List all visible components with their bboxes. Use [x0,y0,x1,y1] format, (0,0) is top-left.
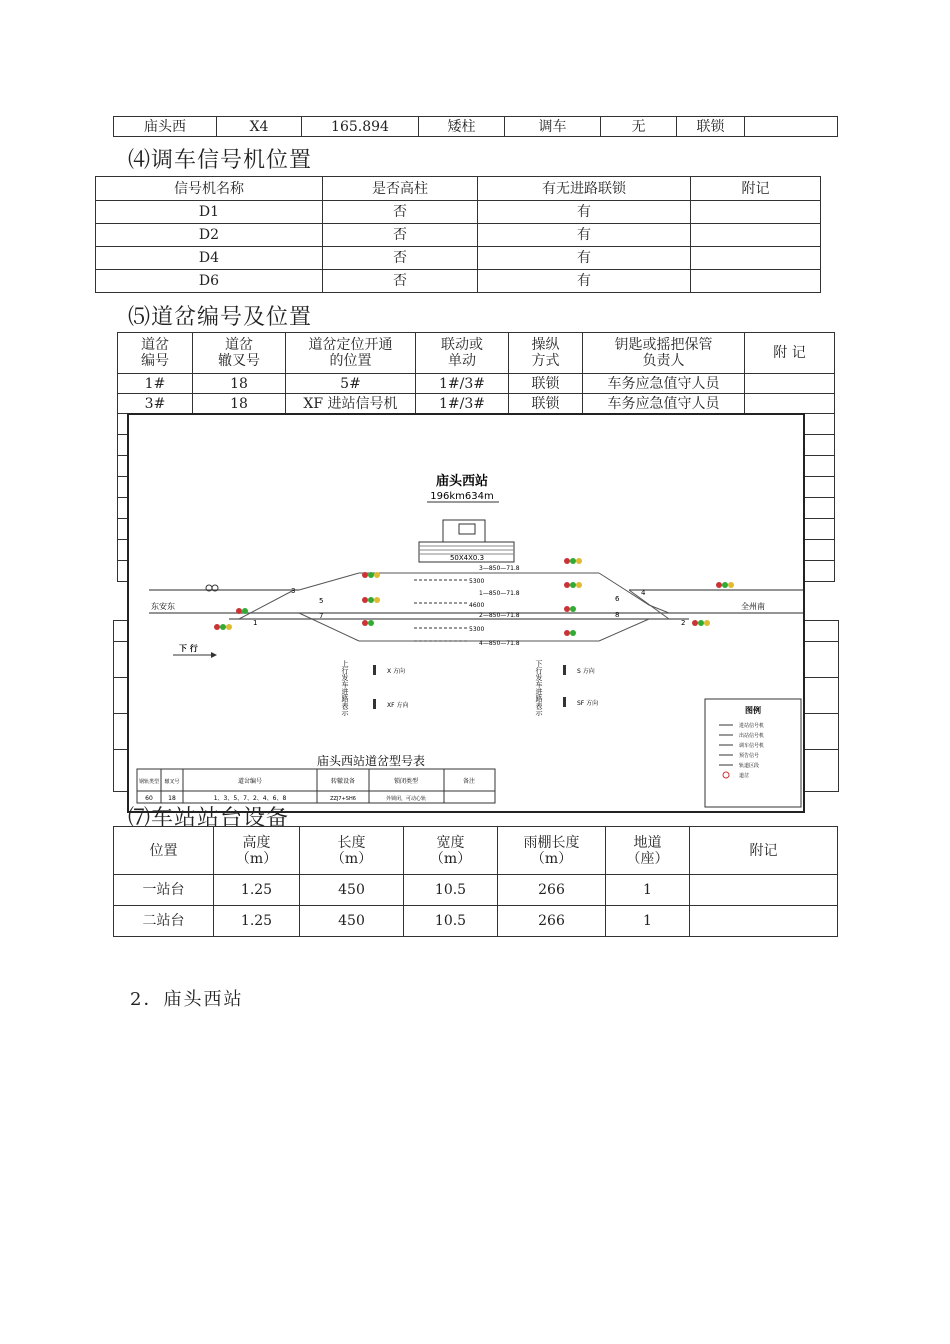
cell [745,374,835,394]
table-row [118,394,835,414]
header-cell: 长度 （m） [300,827,404,875]
cell: 266 [498,875,606,906]
type-header: 转辙设备 [330,778,356,785]
cell: 二站台 [114,906,214,937]
cell: 有 [478,270,691,293]
track-label-2: 2—850—71.8 [479,612,520,619]
switch-number: 6 [615,595,620,603]
cell: 车务应急值守人员 [583,374,745,394]
top-cell: 庙头西 [114,117,217,137]
cell [745,394,835,414]
header-cell: 是否高柱 [323,177,478,201]
cell: 有 [478,201,691,224]
header-cell: 位置 [114,827,214,875]
top-cell: 联锁 [677,117,745,137]
cell: 18 [193,374,286,394]
table-row [118,374,835,394]
cell [691,224,821,247]
top-cell: 调车 [505,117,601,137]
track-length: 4600 [469,602,485,609]
header-cell: 钥匙或摇把保管 负责人 [583,333,745,374]
type-cell: 1、3、5、7、2、4、6、8 [213,795,287,802]
header-cell: 有无进路联锁 [478,177,691,201]
header-cell: 信号机名称 [96,177,323,201]
type-table-title: 庙头西站道岔型号表 [317,754,426,768]
track-length: 5300 [469,578,485,585]
type-header: 锁闭类型 [393,778,419,785]
header-cell: 道岔 编号 [118,333,193,374]
type-cell: 60 [145,795,153,802]
type-header: 辙叉号 [164,779,180,785]
type-header: 道岔编号 [237,778,263,785]
direction-label: 下 行 [179,644,198,653]
signal-lamps [206,558,734,636]
header-cell: 雨棚长度 （m） [498,827,606,875]
header-cell: 宽度 （m） [404,827,498,875]
cell: 1.25 [214,875,300,906]
cell [691,201,821,224]
downline-label: 下行发车进路表示 [535,660,543,716]
legend-item: 出站信号机 [739,733,765,739]
cell [690,875,838,906]
cell [691,247,821,270]
header-cell: 联动或 单动 [416,333,509,374]
cell: 1 [606,875,690,906]
platform-table [113,826,838,937]
track-label-1: 1—850—71.8 [479,590,520,597]
shunting-signal-table [95,176,821,293]
top-row-table [113,116,838,137]
legend-item: 预告信号 [739,753,760,759]
section-4-title: ⑷调车信号机位置 [128,148,313,173]
top-cell: X4 [217,117,302,137]
switch-number: 8 [615,611,620,619]
top-cell: 165.894 [302,117,419,137]
table-row [96,201,821,224]
cell: 联锁 [509,374,583,394]
cell: 266 [498,906,606,937]
header-cell: 道岔 辙叉号 [193,333,286,374]
downline-item: S 方向 [577,668,595,675]
cell: 3# [118,394,193,414]
table-row [96,247,821,270]
top-cell: 无 [601,117,677,137]
cell: D1 [96,201,323,224]
legend-title: 图例 [745,706,761,715]
footer-item: 2．庙头西站 [130,989,244,1010]
switch-number: 5 [319,597,324,605]
upline-item: X 方向 [387,668,406,675]
legend-item: 轨道区段 [739,763,760,769]
switch-table [117,332,835,414]
cell: 10.5 [404,906,498,937]
cell: 一站台 [114,875,214,906]
header-cell: 道岔定位开通 的位置 [286,333,416,374]
station-diagram [127,413,805,813]
cell: 450 [300,906,404,937]
diagram-title: 庙头西站 [435,474,489,489]
station-diagram-svg [129,415,803,811]
switch-number: 1 [253,619,258,627]
section-7-title: ⑺车站站台设备 [128,806,290,831]
cell: 1 [606,906,690,937]
cell: D2 [96,224,323,247]
building-label: 50X4X0.3 [449,554,485,562]
cell [690,906,838,937]
header-cell: 附 记 [745,333,835,374]
header-cell: 操纵 方式 [509,333,583,374]
cell: 18 [193,394,286,414]
right-station: 全州南 [741,602,765,611]
table-row [96,270,821,293]
legend-item: 进站信号机 [739,723,765,729]
type-cell: 18 [168,795,176,802]
cell: 否 [323,201,478,224]
table-row [114,906,838,937]
legend-item: 道岔 [739,773,750,779]
type-header: 备注 [462,778,476,785]
table-row [96,224,821,247]
header-cell: 附记 [691,177,821,201]
cell: 否 [323,224,478,247]
type-cell: 外锁闭，可动心轨 [385,796,427,802]
top-cell: 矮柱 [419,117,505,137]
cell: D6 [96,270,323,293]
legend-item: 调车信号机 [739,743,765,749]
cell [691,270,821,293]
track-length: 5300 [469,626,485,633]
switch-number: 3 [291,587,296,595]
cell: 1#/3# [416,374,509,394]
upline-label: 上行发车进路表示 [341,660,349,716]
header-cell: 地道 （座） [606,827,690,875]
header-cell: 附记 [690,827,838,875]
downline-item: SF 方向 [577,700,599,707]
section-5-title: ⑸道岔编号及位置 [128,305,313,330]
upline-item: XF 方向 [387,702,409,709]
switch-number: 4 [641,589,646,597]
type-cell: ZZJ7+SH6 [330,796,356,802]
top-cell [745,117,838,137]
cell: 联锁 [509,394,583,414]
cell: D4 [96,247,323,270]
cell: 车务应急值守人员 [583,394,745,414]
switch-number: 7 [319,612,324,620]
cell: XF 进站信号机 [286,394,416,414]
diagram-km: 196km634m [430,491,494,502]
cell: 有 [478,224,691,247]
cell: 5# [286,374,416,394]
cell: 1#/3# [416,394,509,414]
header-cell: 高度 （m） [214,827,300,875]
cell: 1# [118,374,193,394]
switch-number: 2 [681,619,686,627]
section-7-title-clip [128,806,290,831]
left-station: 东安东 [151,602,175,611]
type-header: 钢轨类型 [138,779,160,785]
cell: 10.5 [404,875,498,906]
cell: 1.25 [214,906,300,937]
table-row [114,875,838,906]
cell: 有 [478,247,691,270]
track-label-4: 4—850—71.8 [479,640,520,647]
cell: 450 [300,875,404,906]
track-label-3: 3—850—71.8 [479,565,520,572]
cell: 否 [323,270,478,293]
cell: 否 [323,247,478,270]
